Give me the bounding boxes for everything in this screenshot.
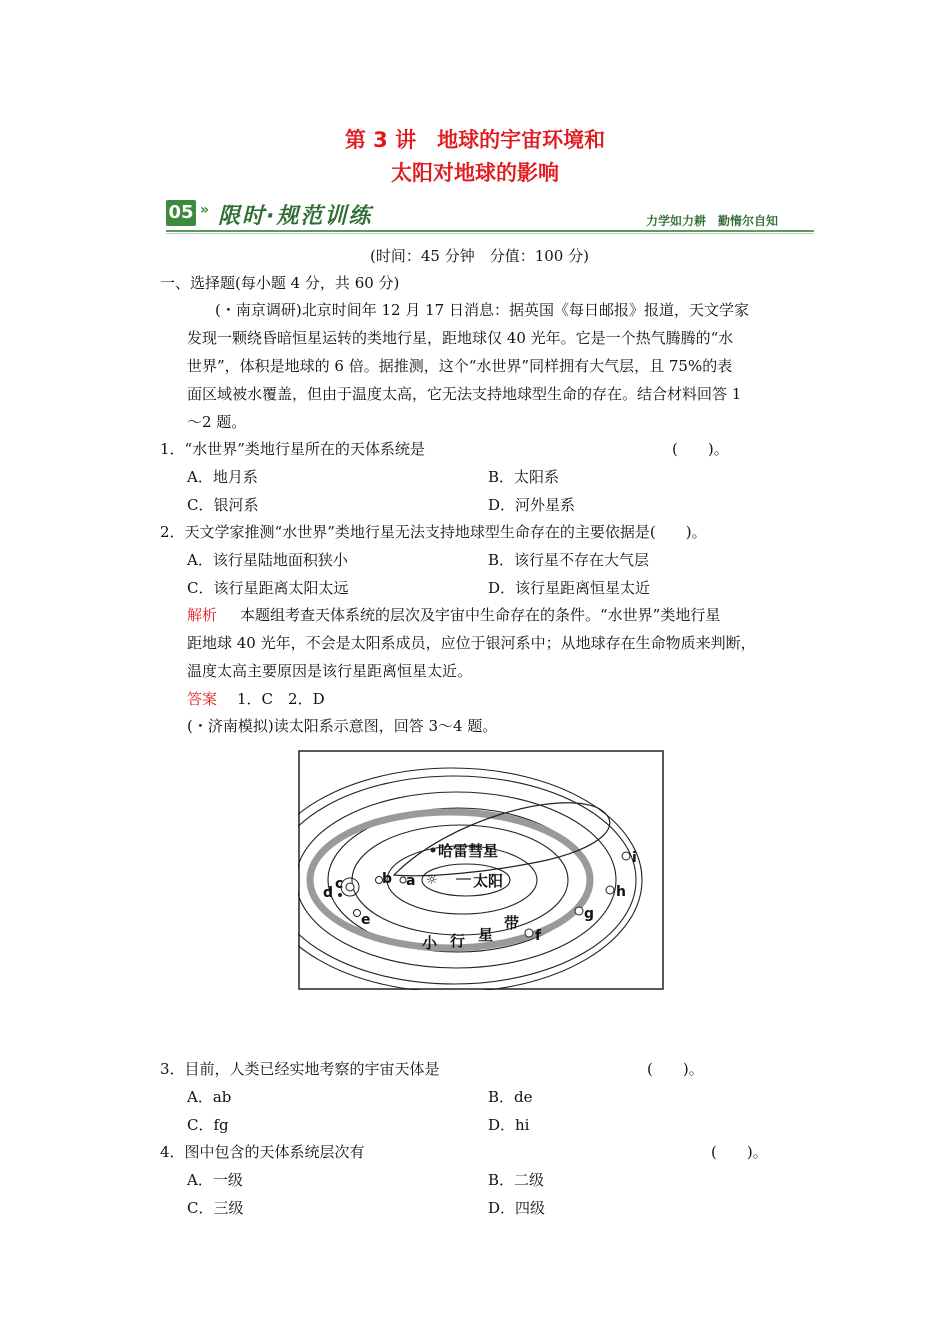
planet-i-label: i <box>632 850 637 866</box>
planet-e-label: e <box>361 912 371 928</box>
belt-char-1: 小 <box>422 934 438 952</box>
q1-option-d: D．河外星系 <box>488 496 576 514</box>
planet-h <box>606 886 614 894</box>
section-banner <box>166 196 814 234</box>
analysis-line3: 温度太高主要原因是该行星距离恒星太近。 <box>187 662 473 680</box>
q3-option-b: B．de <box>488 1088 533 1106</box>
q2-option-b: B．该行星不存在大气层 <box>488 551 650 569</box>
banner-rule <box>166 230 814 232</box>
material1-line1: (・南京调研)北京时间年 12 月 17 日消息：据英国《每日邮报》报道，天文学家 <box>215 301 749 319</box>
planet-d <box>338 893 342 897</box>
planet-b-label: b <box>382 871 393 887</box>
banner-number: 05 <box>166 200 196 226</box>
solar-system-diagram <box>298 750 664 990</box>
material2-text: (・济南模拟)读太阳系示意图，回答 3～4 题。 <box>187 717 498 735</box>
planet-c <box>346 883 354 891</box>
q1-option-c: C．银河系 <box>187 496 259 514</box>
time-score: (时间：45 分钟 分值：100 分) <box>370 247 589 265</box>
banner-motto: 力学如力耕 勤惰尔自知 <box>645 214 778 228</box>
section-heading: 一、选择题(每小题 4 分，共 60 分) <box>160 274 400 292</box>
planet-g-label: g <box>584 906 595 922</box>
q4-stem: 4．图中包含的天体系统层次有 <box>160 1143 365 1161</box>
banner-arrow-icon: » <box>200 202 210 218</box>
q4-option-a: A．一级 <box>187 1171 243 1189</box>
q4-option-d: D．四级 <box>488 1199 546 1217</box>
planet-d-label: d <box>323 885 334 901</box>
answer-label: 答案 <box>187 690 218 708</box>
q2-option-d: D．该行星距离恒星太近 <box>488 579 651 597</box>
planet-c-label: c <box>335 876 344 892</box>
belt-char-4: 带 <box>504 914 520 932</box>
q1-stem: 1．“水世界”类地行星所在的天体系统是 <box>160 440 425 458</box>
planet-i <box>622 852 630 860</box>
planet-g <box>575 907 583 915</box>
q4-option-b: B．二级 <box>488 1171 545 1189</box>
planet-f <box>525 929 533 937</box>
planet-h-label: h <box>616 884 626 900</box>
belt-char-3: 星 <box>478 926 494 944</box>
analysis-line2: 距地球 40 光年，不会是太阳系成员，应位于银河系中；从地球存在生命物质来判断， <box>187 634 756 652</box>
planet-f-label: f <box>535 928 542 944</box>
q3-option-c: C．fg <box>187 1116 229 1134</box>
belt-char-2: 行 <box>450 932 466 950</box>
material1-line4: 面区域被水覆盖，但由于温度太高，它无法支持地球型生命的存在。结合材料回答 1 <box>187 385 742 403</box>
q1-option-b: B．太阳系 <box>488 468 560 486</box>
analysis-line1: 本题组考查天体系统的层次及宇宙中生命存在的条件。“水世界”类地行星 <box>240 606 721 624</box>
banner-rule-thin <box>166 233 814 234</box>
answer-text: 1．C 2．D <box>237 690 325 708</box>
analysis-label: 解析 <box>187 606 218 624</box>
comet-point <box>431 848 436 853</box>
q2-option-c: C．该行星距离太阳太远 <box>187 579 349 597</box>
page-title-line1: 第 3 讲 地球的宇宙环境和 <box>344 128 606 152</box>
q3-option-d: D．hi <box>488 1116 530 1134</box>
comet-label: 哈雷彗星 <box>438 842 499 860</box>
q3-answer-paren: ( )。 <box>647 1060 704 1078</box>
q3-option-a: A．ab <box>187 1088 232 1106</box>
sun-label: 太阳 <box>473 872 504 890</box>
planet-a-label: a <box>406 873 416 889</box>
q1-answer-paren: ( )。 <box>672 440 729 458</box>
q2-option-a: A．该行星陆地面积狭小 <box>187 551 348 569</box>
planet-e <box>354 910 361 917</box>
page-title-line2: 太阳对地球的影响 <box>391 161 559 185</box>
q4-answer-paren: ( )。 <box>711 1143 768 1161</box>
q2-stem: 2．天文学家推测“水世界”类地行星无法支持地球型生命存在的主要依据是( )。 <box>160 523 707 541</box>
q1-option-a: A．地月系 <box>187 468 258 486</box>
banner-title: 限时·规范训练 <box>218 204 373 229</box>
q4-option-c: C．三级 <box>187 1199 244 1217</box>
material1-line5: ～2 题。 <box>187 413 247 431</box>
q3-stem: 3．目前，人类已经实地考察的宇宙天体是 <box>160 1060 440 1078</box>
material1-line2: 发现一颗绕昏暗恒星运转的类地行星，距地球仅 40 光年。它是一个热气腾腾的“水 <box>187 329 734 347</box>
material1-line3: 世界”，体积是地球的 6 倍。据推测，这个“水世界”同样拥有大气层，且 75%的表 <box>187 357 733 375</box>
svg-text:☼: ☼ <box>426 873 438 888</box>
